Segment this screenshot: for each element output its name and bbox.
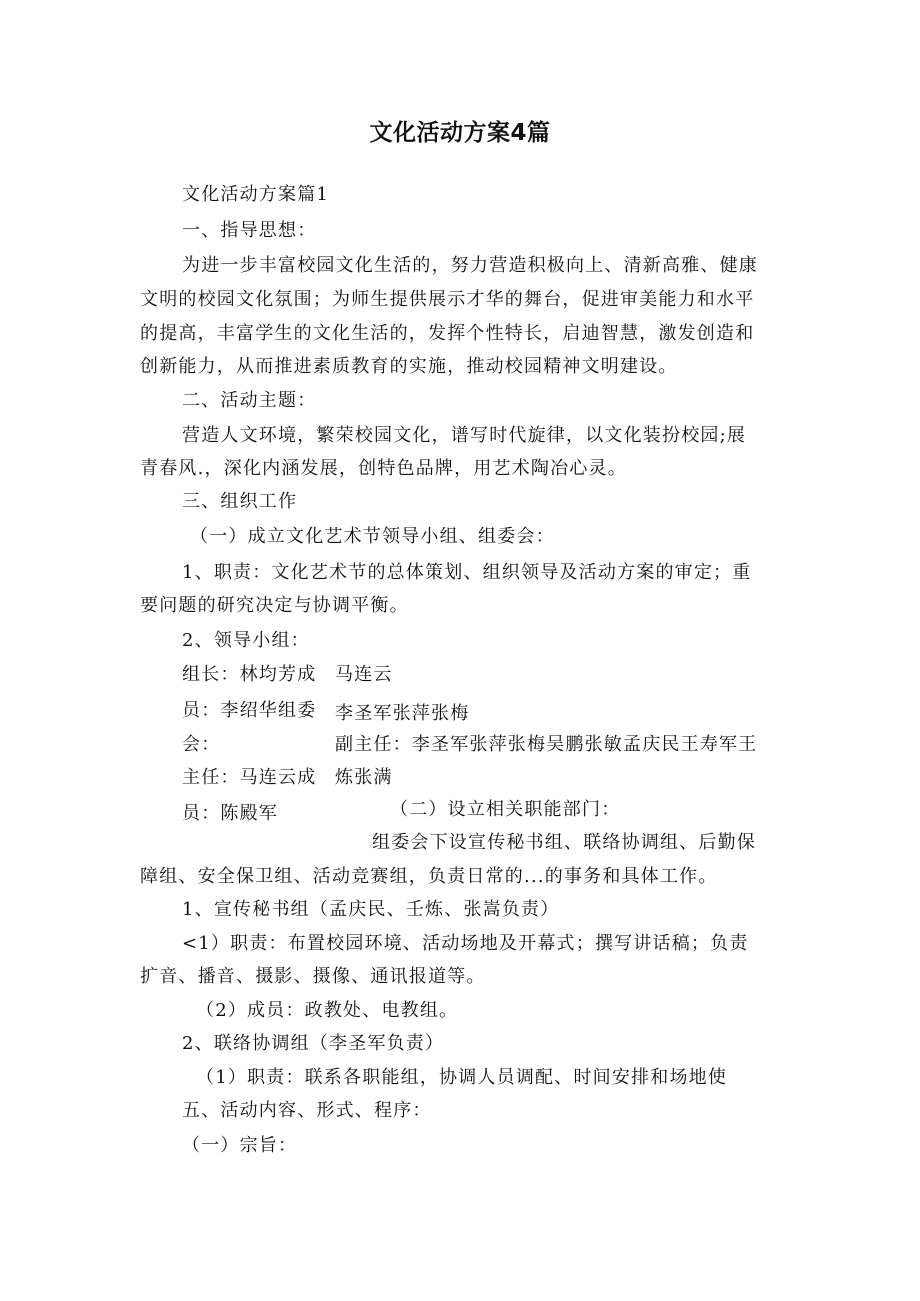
paragraph-heading: 1、宣传秘书组（孟庆民、壬炼、张嵩负责） [182, 899, 560, 920]
paragraph-line: （2）成员：政教处、电教组。 [196, 1000, 459, 1021]
paragraph-line: 要问题的研究决定与协调平衡。 [140, 595, 409, 616]
roster-line: 炼张满 [335, 767, 393, 788]
roster-line: 会： [182, 734, 221, 755]
roster-line: 员：李绍华组委 [182, 700, 317, 721]
paragraph-line: 文明的校园文化氛围；为师生提供展示才华的舞台，促进审美能力和水平 [140, 289, 755, 310]
paragraph-line: 的提高，丰富学生的文化生活的，发挥个性特长，启迪智慧，激发创造和 [140, 323, 755, 344]
roster-line: 主任：马连云成 [182, 767, 317, 788]
paragraph-line: 扩音、播音、摄影、摄像、通讯报道等。 [140, 966, 486, 987]
paragraph-heading: 三、组织工作 [182, 491, 298, 512]
paragraph-heading: 二、活动主题： [182, 390, 317, 411]
roster-line: 李圣军张萍张梅 [335, 703, 470, 724]
roster-line: 组长：林均芳成 [182, 664, 317, 685]
roster-line: 副主任：李圣军张萍张梅吴鹏张敏孟庆民王寿军王 [335, 734, 758, 755]
subsection-heading: （二）设立相关职能部门： [390, 799, 621, 820]
paragraph-line: 组委会下设宣传秘书组、联络协调组、后勤保 [372, 832, 756, 853]
paragraph-heading: 五、活动内容、形式、程序： [182, 1100, 432, 1121]
subsection-heading: （一）宗旨： [182, 1135, 298, 1156]
paragraph-line: （1）职责：联系各职能组，协调人员调配、时间安排和场地使 [196, 1067, 728, 1088]
paragraph-line: 营造人文环境，繁荣校园文化，谱写时代旋律，以文化装扮校园;展 [182, 425, 747, 446]
document-title: 文化活动方案4篇 [369, 120, 551, 146]
paragraph-line: 创新能力，从而推进素质教育的实施，推动校园精神文明建设。 [140, 356, 678, 377]
paragraph-line: 障组、安全保卫组、活动竞赛组，负责日常的...的事务和具体工作。 [140, 866, 718, 887]
paragraph-line: 为进一步丰富校园文化生活的，努力营造积极向上、清新高雅、健康 [182, 255, 758, 276]
subsection-heading: （一）成立文化艺术节领导小组、组委会： [190, 526, 555, 547]
roster-line: 员：陈殿军 [182, 803, 278, 824]
paragraph-heading: 一、指导思想： [182, 220, 317, 241]
paragraph-heading: 2、联络协调组（李圣军负责） [182, 1033, 445, 1054]
paragraph-line: 1、职责：文化艺术节的总体策划、组织领导及活动方案的审定；重 [182, 562, 752, 583]
paragraph-line: <1）职责：布置校园环境、活动场地及开幕式；撰写讲话稿；负责 [182, 933, 749, 954]
section-heading: 文化活动方案篇1 [182, 184, 330, 205]
paragraph-line: 青春风.，深化内涵发展，创特色品牌，用艺术陶冶心灵。 [140, 458, 627, 479]
roster-line: 马连云 [335, 664, 393, 685]
paragraph-heading: 2、领导小组： [182, 630, 310, 651]
